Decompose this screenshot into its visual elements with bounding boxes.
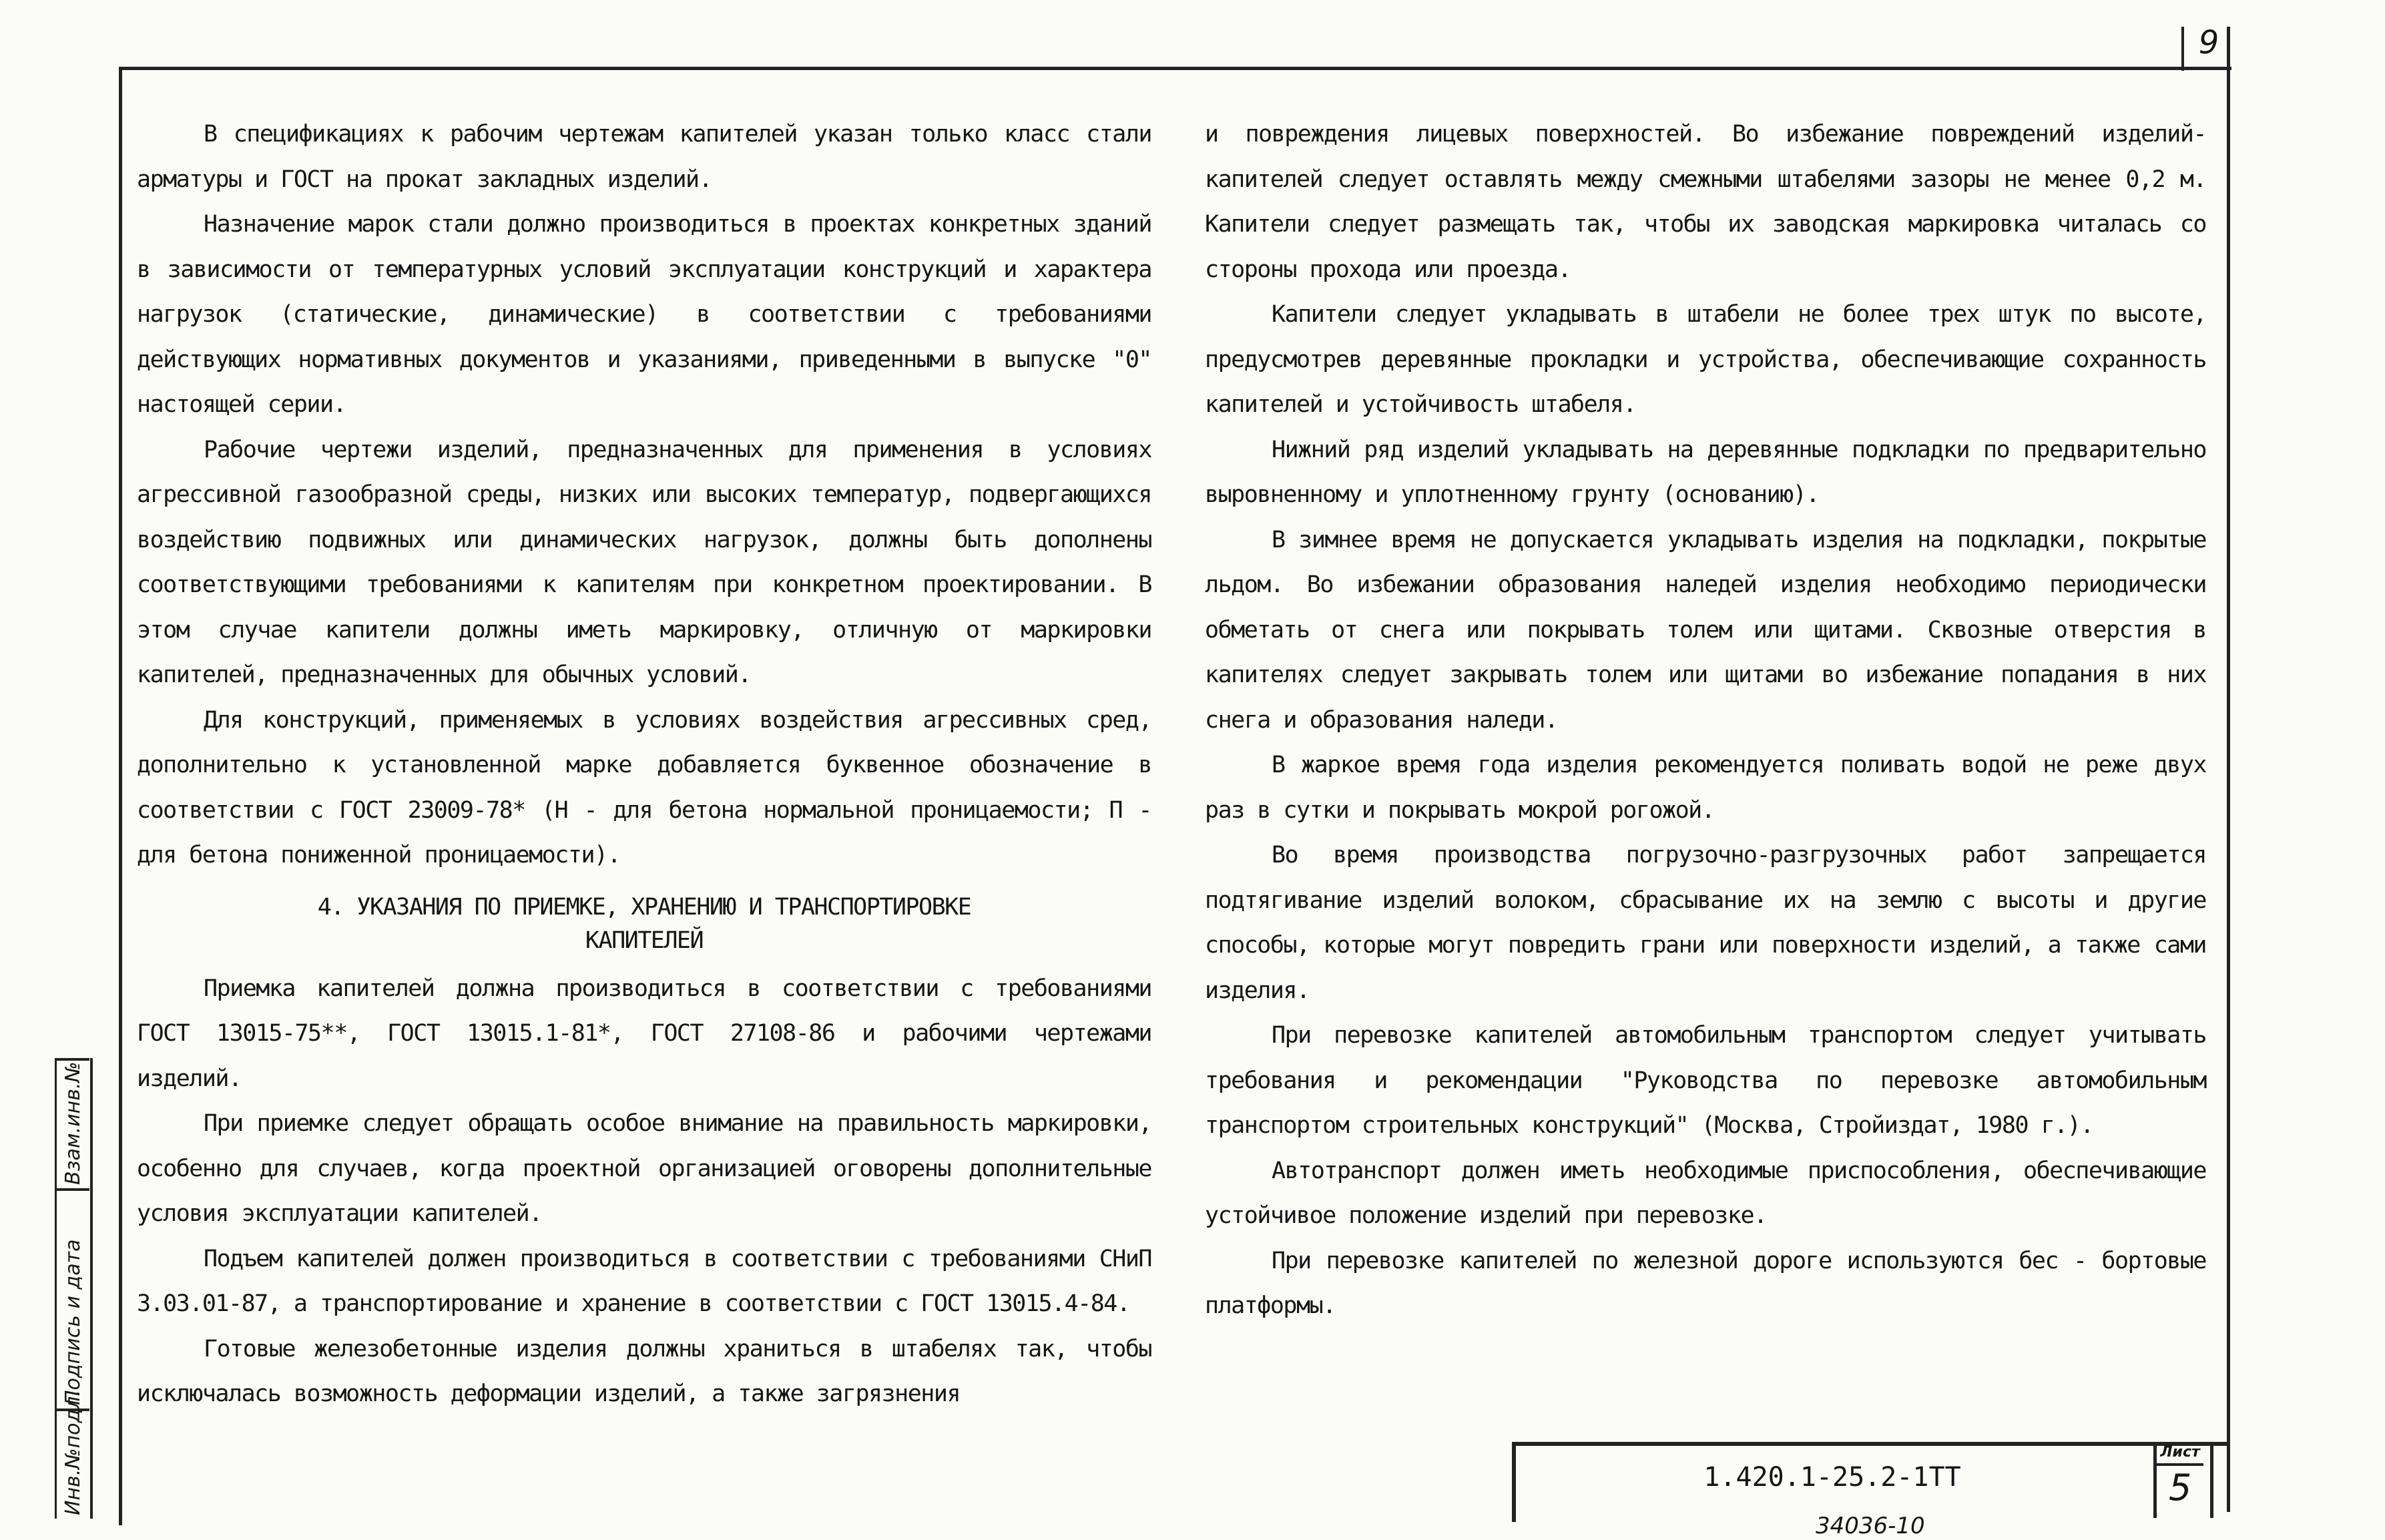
page-number: 9 [2198,24,2219,61]
document-code: 1.420.1-25.2-1ТТ [1703,1462,1961,1493]
paragraph: Нижний ряд изделий укладывать на деревянные подкладки по предварительно выровненному и уплотненному грунту (основанию). [1205,436,2206,508]
paragraph: При перевозке капителей автомобильным транспортом следует учитывать требования и рекомендации "Руководства по перевозке автомобильным транспортом строительных конструкций" (Москва, Стройиздат, 1980 г.). [1205,1022,2206,1139]
paragraph: Автотранспорт должен иметь необходимые приспособления, обеспечивающие устойчивое положение изделий при перевозке. [1205,1157,2206,1229]
paragraph: В жаркое время года изделия рекомендуется поливать водой не реже двух раз в сутки и покрывать мокрой рогожой. [1205,752,2206,824]
section-heading-line: КАПИТЕЛЕЙ [585,927,704,954]
side-label-signature-date: Подпись и дата [61,1239,85,1405]
paragraph: Готовые железобетонные изделия должны храниться в штабелях так, чтобы исключалась возможность деформации изделий, а также загрязнения [137,1335,1151,1407]
section-heading-line: 4. УКАЗАНИЯ ПО ПРИЕМКЕ, ХРАНЕНИЮ И ТРАНСПОРТИРОВКЕ [317,893,971,921]
paragraph: Во время производства погрузочно-разгрузочных работ запрещается подтягивание изделий волоком, сбрасывание их на землю с высоты и другие способы, которые могут повредить грани или поверхности изделий, а также сами изделия. [1205,842,2206,1004]
paragraph: Рабочие чертежи изделий, предназначенных для применения в условиях агрессивной газообразной среды, низких или высоких температур, подвергающихся воздействию подвижных или динамических нагрузок, должны быть дополнены соответствующими требованиями к капителям при конкретном проектировании. В этом случае капители должны иметь маркировку, отличную от маркировки капителей, предназначенных для обычных условий. [137,436,1151,688]
paragraph: В зимнее время не допускается укладывать изделия на подкладки, покрытые льдом. Во избежании образования наледей изделия необходимо периодически обметать от снега или покрывать толем или щитами. Сквозные отверстия в капителях следует закрывать толем или щитами во избежание попадания в них снега и образования наледи. [1205,526,2206,734]
paragraph: Для конструкций, применяемых в условиях воздействия агрессивных сред, дополнительно к установленной марке добавляется буквенное обозначение в соответствии с ГОСТ 23009-78* (Н - для бетона нормальной проницаемости; П - для бетона пониженной проницаемости). [137,706,1151,868]
side-stamp-divider [55,1188,89,1191]
section-heading [137,878,1151,967]
left-column [137,112,1151,1417]
side-stamp-divider [55,1058,89,1061]
archive-number: 34036-10 [1816,1513,1925,1539]
paragraph: Капители следует укладывать в штабели не более трех штук по высоте, предусмотрев деревянные прокладки и устройства, обеспечивающие сохранность капителей и устойчивость штабеля. [1205,301,2206,418]
sheet-right-border [2227,27,2230,1512]
right-column [1205,112,2206,1329]
paragraph: При приемке следует обращать особое внимание на правильность маркировки, особенно для случаев, когда проектной организацией оговорены дополнительные условия эксплуатации капителей. [137,1110,1151,1227]
paragraph: При перевозке капителей по железной дороге используются бес - бортовые платформы. [1205,1247,2206,1319]
paragraph-continuation: и повреждения лицевых поверхностей. Во избежание повреждений изделий-капителей следует оставлять между смежными штабелями зазоры не менее 0,2 м. Капители следует размещать так, чтобы их заводская маркировка читалась со стороны прохода или проезда. [1205,121,2206,283]
sheet-number: 5 [2168,1467,2192,1509]
paragraph: Назначение марок стали должно производиться в проектах конкретных зданий в зависимости от температурных условий эксплуатации конструкций и характера нагрузок (статические, динамические) в соответствии с требованиями действующих нормативных документов и указаниями, приведенными в выпуске "0" настоящей серии. [137,211,1151,418]
sheet-label: Лист [2157,1442,2203,1466]
paragraph: В спецификациях к рабочим чертежам капителей указан только класс стали арматуры и ГОСТ на прокат закладных изделий. [137,121,1151,193]
page-number-divider [2181,27,2184,71]
paragraph: Приемка капителей должна производиться в соответствии с требованиями ГОСТ 13015-75**, ГОСТ 13015.1-81*, ГОСТ 27108-86 и рабочими чертежами изделий. [137,975,1151,1092]
side-label-replaces-inventory: Взам.инв.№ [61,1061,85,1185]
paragraph: Подъем капителей должен производиться в соответствии с требованиями СНиП 3.03.01-87, а транспортирование и хранение в соответствии с ГОСТ 13015.4-84. [137,1245,1151,1317]
side-label-inventory-original: Инв.№подл. [61,1390,85,1515]
